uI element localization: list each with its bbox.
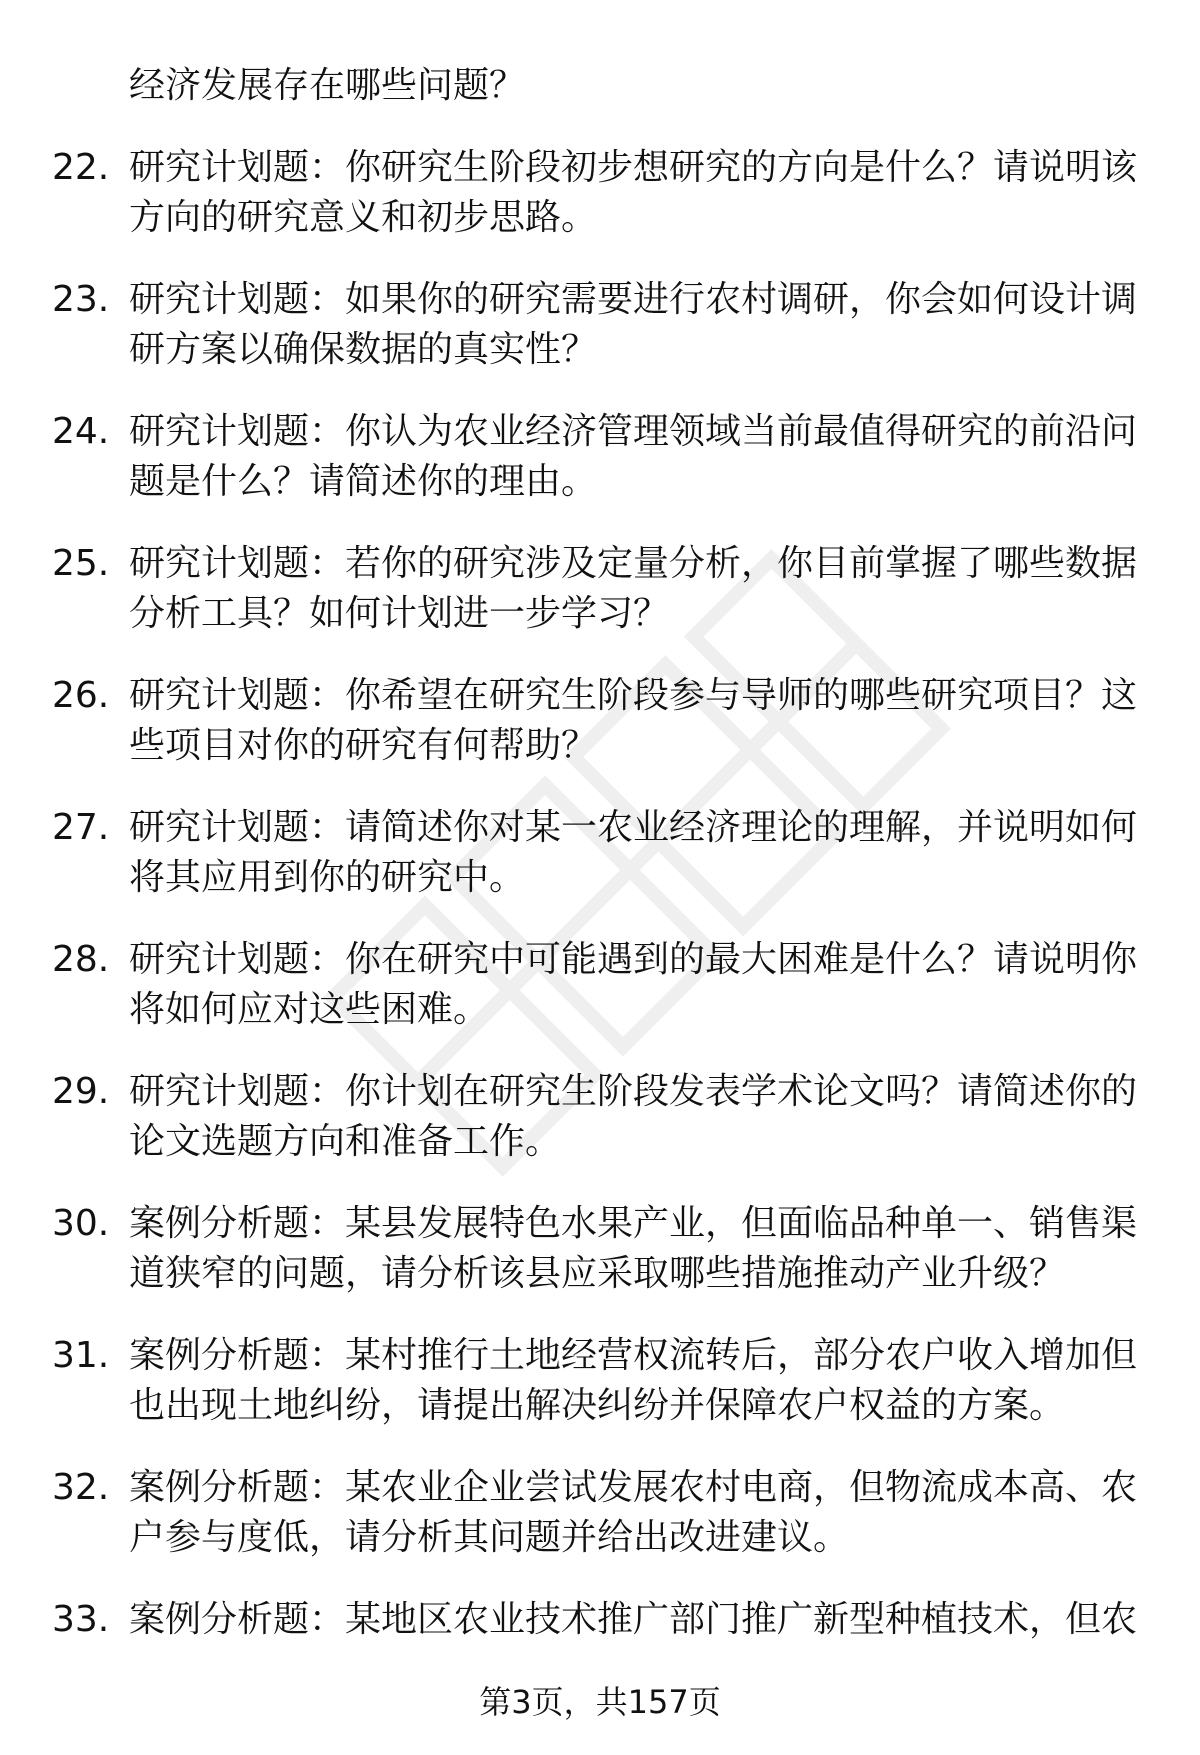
question-item: [0, 788, 1200, 920]
question-item: [0, 392, 1200, 524]
question-item: [0, 1448, 1200, 1580]
question-item: [0, 1316, 1200, 1448]
question-number: 25.: [52, 543, 110, 584]
question-number: 24.: [52, 411, 110, 452]
question-text-line: 研方案以确保数据的真实性？: [129, 329, 598, 370]
question-number: 23.: [52, 279, 110, 320]
question-number: 33.: [52, 1599, 110, 1640]
question-number: 28.: [52, 939, 110, 980]
question-item: [0, 656, 1200, 788]
question-text-line: 分析工具？如何计划进一步学习？: [129, 593, 670, 634]
question-text-line: 研究计划题：你计划在研究生阶段发表学术论文吗？请简述你的: [129, 1071, 1138, 1112]
question-item: [0, 920, 1200, 1052]
question-text-line: 案例分析题：某村推行土地经营权流转后，部分农户收入增加但: [129, 1335, 1138, 1376]
question-text-line: 研究计划题：请简述你对某一农业经济理论的理解，并说明如何: [129, 807, 1138, 848]
question-number: 31.: [52, 1335, 110, 1376]
page-footer-page-number: 第3页，共157页: [479, 1683, 721, 1721]
question-text-line: 题是什么？请简述你的理由。: [129, 461, 598, 502]
question-item: [0, 128, 1200, 260]
question-text-line: 研究计划题：你研究生阶段初步想研究的方向是什么？请说明该: [129, 147, 1138, 188]
question-text-line: 将其应用到你的研究中。: [129, 857, 526, 898]
question-text-line: 研究计划题：你希望在研究生阶段参与导师的哪些研究项目？这: [129, 675, 1138, 716]
question-text-line: 些项目对你的研究有何帮助？: [129, 725, 598, 766]
question-text-line: 户参与度低，请分析其问题并给出改进建议。: [129, 1517, 850, 1558]
question-text-line: 将如何应对这些困难。: [129, 989, 490, 1030]
question-list: [0, 128, 1200, 1712]
question-text-line: 研究计划题：若你的研究涉及定量分析，你目前掌握了哪些数据: [129, 543, 1138, 584]
question-text-line: 案例分析题：某农业企业尝试发展农村电商，但物流成本高、农: [129, 1467, 1138, 1508]
question-number: 30.: [52, 1203, 110, 1244]
question-text-line: 案例分析题：某县发展特色水果产业，但面临品种单一、销售渠: [129, 1203, 1138, 1244]
question-text-line: 研究计划题：如果你的研究需要进行农村调研，你会如何设计调: [129, 279, 1138, 320]
question-text-line: 也出现土地纠纷，请提出解决纠纷并保障农户权益的方案。: [129, 1385, 1066, 1426]
question-number: 22.: [52, 147, 110, 188]
question-number: 26.: [52, 675, 110, 716]
question-number: 29.: [52, 1071, 110, 1112]
question-item: [0, 524, 1200, 656]
question-number: 27.: [52, 807, 110, 848]
continued-question-text: 经济发展存在哪些问题？: [129, 65, 526, 106]
question-text-line: 道狭窄的问题，请分析该县应采取哪些措施推动产业升级？: [129, 1253, 1066, 1294]
question-text-line: 案例分析题：某地区农业技术推广部门推广新型种植技术，但农: [129, 1599, 1138, 1640]
question-text-line: 研究计划题：你在研究中可能遇到的最大困难是什么？请说明你: [129, 939, 1138, 980]
question-text-line: 研究计划题：你认为农业经济管理领域当前最值得研究的前沿问: [129, 411, 1138, 452]
question-text-line: 论文选题方向和准备工作。: [129, 1121, 562, 1162]
question-item: [0, 260, 1200, 392]
question-item: [0, 1052, 1200, 1184]
question-number: 32.: [52, 1467, 110, 1508]
question-item: [0, 1184, 1200, 1316]
question-text-line: 方向的研究意义和初步思路。: [129, 197, 598, 238]
